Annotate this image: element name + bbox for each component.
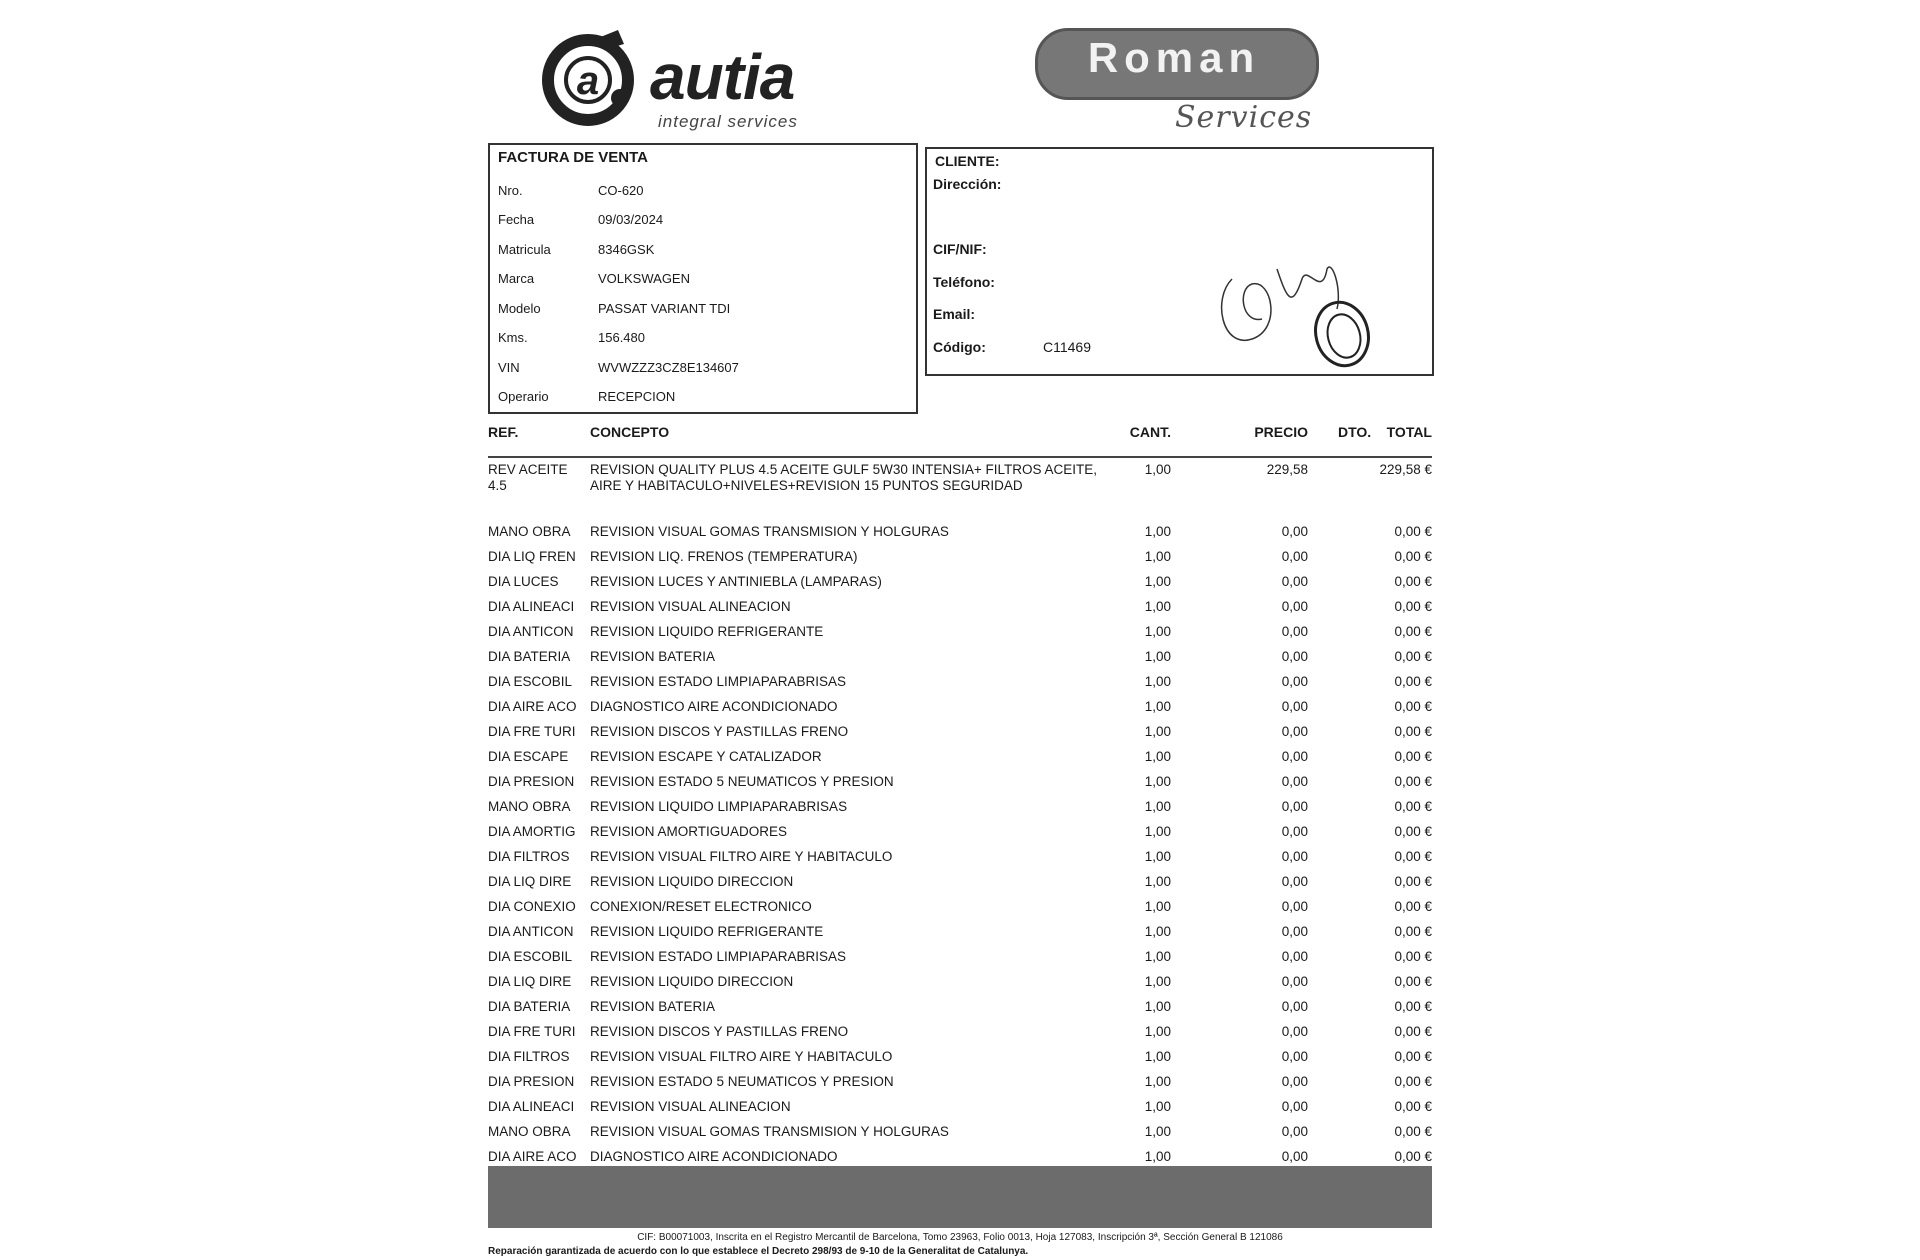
table-row <box>488 524 1432 549</box>
item-ref: DIA AMORTIG <box>488 824 576 839</box>
invoice-field-value: 09/03/2024 <box>598 212 664 227</box>
header-cant: CANT. <box>1129 424 1171 440</box>
table-row <box>488 999 1432 1024</box>
table-header <box>488 418 1432 452</box>
header-total: TOTAL <box>1386 424 1432 440</box>
item-ref: DIA FILTROS <box>488 849 570 864</box>
item-cantidad: 1,00 <box>1144 1149 1171 1164</box>
item-cantidad: 1,00 <box>1144 624 1171 639</box>
item-ref: DIA ALINEACI <box>488 599 575 614</box>
item-concepto: REVISION ESTADO LIMPIAPARABRISAS <box>590 674 847 689</box>
table-row <box>488 649 1432 674</box>
item-concepto: REVISION VISUAL ALINEACION <box>590 599 791 614</box>
item-precio: 0,00 <box>1281 749 1308 764</box>
item-cantidad: 1,00 <box>1144 549 1171 564</box>
client-field-value: C11469 <box>1043 339 1092 355</box>
item-concepto: REVISION LIQ. FRENOS (TEMPERATURA) <box>590 549 858 564</box>
item-precio: 0,00 <box>1281 1149 1308 1164</box>
client-field-label: Código: <box>933 339 986 355</box>
item-cantidad: 1,00 <box>1144 1099 1171 1114</box>
item-cantidad: 1,00 <box>1144 1074 1171 1089</box>
invoice-title: FACTURA DE VENTA <box>498 149 648 166</box>
item-precio: 0,00 <box>1281 1074 1308 1089</box>
svg-text:a: a <box>576 59 600 103</box>
item-cantidad: 1,00 <box>1144 599 1171 614</box>
item-concepto: REVISION VISUAL GOMAS TRANSMISION Y HOLGURAS <box>590 524 949 539</box>
item-ref: DIA AIRE ACO <box>488 1149 577 1164</box>
item-ref: DIA BATERIA <box>488 999 571 1014</box>
item-cantidad: 1,00 <box>1144 724 1171 739</box>
item-concepto: REVISION ESCAPE Y CATALIZADOR <box>590 749 822 764</box>
item-total: 0,00 € <box>1394 574 1432 589</box>
table-row <box>488 599 1432 624</box>
invoice-field-value: CO-620 <box>598 182 644 198</box>
roman-logo <box>1035 28 1345 140</box>
invoice-field-row <box>498 177 908 203</box>
item-precio: 0,00 <box>1281 874 1308 889</box>
item-precio: 0,00 <box>1281 674 1308 689</box>
item-total: 0,00 € <box>1394 1149 1432 1164</box>
table-row <box>488 674 1432 699</box>
item-precio: 229,58 <box>1266 462 1308 477</box>
item-cantidad: 1,00 <box>1144 749 1171 764</box>
invoice-field-label: Nro. <box>498 182 523 198</box>
item-ref: DIA ESCOBIL <box>488 674 573 689</box>
item-concepto: REVISION LIQUIDO REFRIGERANTE <box>590 924 824 939</box>
item-ref: MANO OBRA <box>488 1124 571 1139</box>
table-row <box>488 1049 1432 1074</box>
handwritten-signature <box>1192 239 1392 369</box>
invoice-field-row <box>498 295 908 321</box>
item-precio: 0,00 <box>1281 699 1308 714</box>
item-concepto: REVISION LIQUIDO DIRECCION <box>590 974 794 989</box>
legal-notice-line: Reparación garantizada de acuerdo con lo que establece el Decreto 298/93 de 9-10 de la Generalitat de Catalunya. <box>488 1246 1029 1257</box>
footer-text-line <box>508 1172 1412 1184</box>
item-precio: 0,00 <box>1281 1024 1308 1039</box>
item-cantidad: 1,00 <box>1144 674 1171 689</box>
footer-band <box>488 1166 1432 1228</box>
item-cantidad: 1,00 <box>1144 924 1171 939</box>
item-ref: MANO OBRA <box>488 524 571 539</box>
table-row <box>488 799 1432 824</box>
item-total: 0,00 € <box>1394 1099 1432 1114</box>
item-concepto: REVISION VISUAL ALINEACION <box>590 1099 791 1114</box>
item-cantidad: 1,00 <box>1144 974 1171 989</box>
invoice-field-value: 156.480 <box>598 330 645 345</box>
client-field-label: Email: <box>933 306 976 322</box>
invoice-field-row <box>498 236 908 262</box>
item-total: 0,00 € <box>1394 824 1432 839</box>
item-ref: DIA LUCES <box>488 574 559 589</box>
table-row <box>488 462 1432 524</box>
item-cantidad: 1,00 <box>1144 1024 1171 1039</box>
table-row <box>488 1024 1432 1049</box>
item-total: 0,00 € <box>1394 1049 1432 1064</box>
item-precio: 0,00 <box>1281 624 1308 639</box>
item-total: 0,00 € <box>1394 949 1432 964</box>
roman-brand-name: Roman <box>1087 34 1261 81</box>
item-concepto: REVISION QUALITY PLUS 4.5 ACEITE GULF 5W30 INTENSIA+ FILTROS ACEITE, AIRE Y HABITACULO+NIVELES+REVISION 15 PUNTOS SEGURIDAD <box>590 462 1098 493</box>
invoice-field-value: WVWZZZ3CZ8E134607 <box>598 359 739 375</box>
item-concepto: REVISION AMORTIGUADORES <box>590 824 788 839</box>
line-items <box>488 462 1432 1174</box>
item-cantidad: 1,00 <box>1144 524 1171 539</box>
item-ref: REV ACEITE 4.5 <box>488 462 568 493</box>
invoice-field-row <box>498 207 908 233</box>
item-cantidad: 1,00 <box>1144 874 1171 889</box>
table-row <box>488 899 1432 924</box>
item-concepto: CONEXION/RESET ELECTRONICO <box>590 899 812 914</box>
item-concepto: REVISION DISCOS Y PASTILLAS FRENO <box>590 1024 849 1039</box>
item-concepto: REVISION LIQUIDO LIMPIAPARABRISAS <box>590 799 848 814</box>
item-cantidad: 1,00 <box>1144 824 1171 839</box>
item-ref: DIA ESCAPE <box>488 749 569 764</box>
item-total: 0,00 € <box>1394 1074 1432 1089</box>
invoice-field-label: Kms. <box>498 330 528 345</box>
item-concepto: REVISION ESTADO LIMPIAPARABRISAS <box>590 949 847 964</box>
item-precio: 0,00 <box>1281 824 1308 839</box>
item-precio: 0,00 <box>1281 974 1308 989</box>
item-ref: DIA PRESION <box>488 1074 575 1089</box>
item-precio: 0,00 <box>1281 924 1308 939</box>
item-concepto: REVISION BATERIA <box>590 649 716 664</box>
item-total: 0,00 € <box>1394 649 1432 664</box>
item-precio: 0,00 <box>1281 649 1308 664</box>
header-dto: DTO. <box>1338 424 1372 440</box>
invoice-field-row <box>498 354 908 380</box>
item-ref: DIA FRE TURI <box>488 724 576 739</box>
header-concepto: CONCEPTO <box>590 424 670 440</box>
item-precio: 0,00 <box>1281 774 1308 789</box>
item-cantidad: 1,00 <box>1144 949 1171 964</box>
item-total: 0,00 € <box>1394 899 1432 914</box>
item-concepto: REVISION VISUAL FILTRO AIRE Y HABITACULO <box>590 1049 893 1064</box>
table-row <box>488 749 1432 774</box>
item-ref: DIA ANTICON <box>488 924 574 939</box>
item-precio: 0,00 <box>1281 849 1308 864</box>
item-ref: MANO OBRA <box>488 799 571 814</box>
item-total: 0,00 € <box>1394 874 1432 889</box>
item-concepto: REVISION ESTADO 5 NEUMATICOS Y PRESION <box>590 774 894 789</box>
item-total: 0,00 € <box>1394 774 1432 789</box>
item-precio: 0,00 <box>1281 599 1308 614</box>
table-row <box>488 824 1432 849</box>
company-registration-line: CIF: B00071003, Inscrita en el Registro Mercantil de Barcelona, Tomo 23963, Folio 0013, Hoja 127083, Inscripción 3ª, Sección General B 121086 <box>637 1232 1283 1243</box>
item-ref: DIA LIQ FREN <box>488 549 576 564</box>
item-ref: DIA FRE TURI <box>488 1024 576 1039</box>
item-cantidad: 1,00 <box>1144 699 1171 714</box>
table-row <box>488 724 1432 749</box>
item-cantidad: 1,00 <box>1144 462 1171 477</box>
item-total: 0,00 € <box>1394 749 1432 764</box>
item-cantidad: 1,00 <box>1144 899 1171 914</box>
item-ref: DIA FILTROS <box>488 1049 570 1064</box>
invoice-field-row <box>498 266 908 292</box>
item-cantidad: 1,00 <box>1144 999 1171 1014</box>
item-total: 0,00 € <box>1394 524 1432 539</box>
invoice-field-label: Modelo <box>498 300 541 316</box>
client-field-label: CIF/NIF: <box>933 241 987 257</box>
invoice-field-label: Operario <box>498 389 549 404</box>
autia-tagline: integral services <box>658 112 798 131</box>
invoice-field-value: 8346GSK <box>598 241 655 257</box>
item-total: 0,00 € <box>1394 724 1432 739</box>
header-precio: PRECIO <box>1254 424 1308 440</box>
item-cantidad: 1,00 <box>1144 774 1171 789</box>
item-total: 0,00 € <box>1394 799 1432 814</box>
item-precio: 0,00 <box>1281 799 1308 814</box>
item-total: 0,00 € <box>1394 974 1432 989</box>
item-precio: 0,00 <box>1281 574 1308 589</box>
item-concepto: REVISION DISCOS Y PASTILLAS FRENO <box>590 724 849 739</box>
item-precio: 0,00 <box>1281 899 1308 914</box>
item-total: 0,00 € <box>1394 674 1432 689</box>
footer-text-line <box>508 1204 1412 1216</box>
table-row <box>488 1099 1432 1124</box>
item-total: 0,00 € <box>1394 1024 1432 1039</box>
item-ref: DIA ANTICON <box>488 624 574 639</box>
item-precio: 0,00 <box>1281 524 1308 539</box>
table-row <box>488 624 1432 649</box>
invoice-details-box <box>488 143 918 414</box>
item-cantidad: 1,00 <box>1144 1124 1171 1139</box>
item-ref: DIA LIQ DIRE <box>488 874 572 889</box>
roman-services-text: Services <box>1175 100 1313 135</box>
item-total: 0,00 € <box>1394 924 1432 939</box>
client-field-row <box>933 169 1423 199</box>
item-concepto: DIAGNOSTICO AIRE ACONDICIONADO <box>590 1149 838 1164</box>
item-ref: DIA CONEXIO <box>488 899 576 914</box>
autia-logo <box>540 22 840 132</box>
table-row <box>488 849 1432 874</box>
item-total: 0,00 € <box>1394 1124 1432 1139</box>
item-concepto: REVISION ESTADO 5 NEUMATICOS Y PRESION <box>590 1074 894 1089</box>
item-concepto: REVISION LIQUIDO DIRECCION <box>590 874 794 889</box>
client-field-label: Dirección: <box>933 176 1002 192</box>
footer-text-line <box>508 1188 1412 1200</box>
item-ref: DIA AIRE ACO <box>488 699 577 714</box>
invoice-field-value: VOLKSWAGEN <box>598 271 690 286</box>
item-precio: 0,00 <box>1281 549 1308 564</box>
item-concepto: REVISION BATERIA <box>590 999 716 1014</box>
item-cantidad: 1,00 <box>1144 799 1171 814</box>
client-field-label: Teléfono: <box>933 274 995 290</box>
invoice-field-label: Marca <box>498 271 535 286</box>
invoice-field-value: PASSAT VARIANT TDI <box>598 300 731 316</box>
item-ref: DIA BATERIA <box>488 649 571 664</box>
client-title: CLIENTE: <box>935 153 1000 169</box>
header-divider <box>488 456 1432 458</box>
table-row <box>488 774 1432 799</box>
invoice-field-value: RECEPCION <box>598 389 676 404</box>
item-cantidad: 1,00 <box>1144 574 1171 589</box>
invoice-field-label: Matricula <box>498 241 551 257</box>
item-precio: 0,00 <box>1281 1124 1308 1139</box>
invoice-field-label: Fecha <box>498 212 535 227</box>
item-concepto: REVISION VISUAL GOMAS TRANSMISION Y HOLGURAS <box>590 1124 949 1139</box>
table-row <box>488 949 1432 974</box>
item-total: 0,00 € <box>1394 549 1432 564</box>
table-row <box>488 574 1432 599</box>
item-cantidad: 1,00 <box>1144 649 1171 664</box>
item-ref: DIA ESCOBIL <box>488 949 573 964</box>
item-ref: DIA LIQ DIRE <box>488 974 572 989</box>
item-precio: 0,00 <box>1281 999 1308 1014</box>
client-details-box <box>925 147 1434 376</box>
item-total: 0,00 € <box>1394 849 1432 864</box>
item-precio: 0,00 <box>1281 1099 1308 1114</box>
invoice-field-row <box>498 384 908 410</box>
table-row <box>488 974 1432 999</box>
item-concepto: REVISION VISUAL FILTRO AIRE Y HABITACULO <box>590 849 893 864</box>
item-total: 0,00 € <box>1394 999 1432 1014</box>
item-ref: DIA ALINEACI <box>488 1099 575 1114</box>
table-row <box>488 924 1432 949</box>
item-concepto: REVISION LIQUIDO REFRIGERANTE <box>590 624 824 639</box>
item-total: 0,00 € <box>1394 599 1432 614</box>
table-row <box>488 699 1432 724</box>
item-total: 0,00 € <box>1394 699 1432 714</box>
invoice-field-label: VIN <box>498 359 520 375</box>
item-concepto: REVISION LUCES Y ANTINIEBLA (LAMPARAS) <box>590 574 882 589</box>
item-precio: 0,00 <box>1281 724 1308 739</box>
item-concepto: DIAGNOSTICO AIRE ACONDICIONADO <box>590 699 838 714</box>
table-row <box>488 874 1432 899</box>
table-row <box>488 1124 1432 1149</box>
autia-logo-icon <box>540 30 636 126</box>
item-ref: DIA PRESION <box>488 774 575 789</box>
item-cantidad: 1,00 <box>1144 1049 1171 1064</box>
table-row <box>488 1074 1432 1099</box>
item-total: 0,00 € <box>1394 624 1432 639</box>
item-precio: 0,00 <box>1281 949 1308 964</box>
item-precio: 0,00 <box>1281 1049 1308 1064</box>
autia-brand-name: autia <box>650 41 795 113</box>
item-total: 229,58 € <box>1379 462 1432 477</box>
invoice-field-row <box>498 325 908 351</box>
header-ref: REF. <box>488 424 519 440</box>
table-row <box>488 549 1432 574</box>
item-cantidad: 1,00 <box>1144 849 1171 864</box>
